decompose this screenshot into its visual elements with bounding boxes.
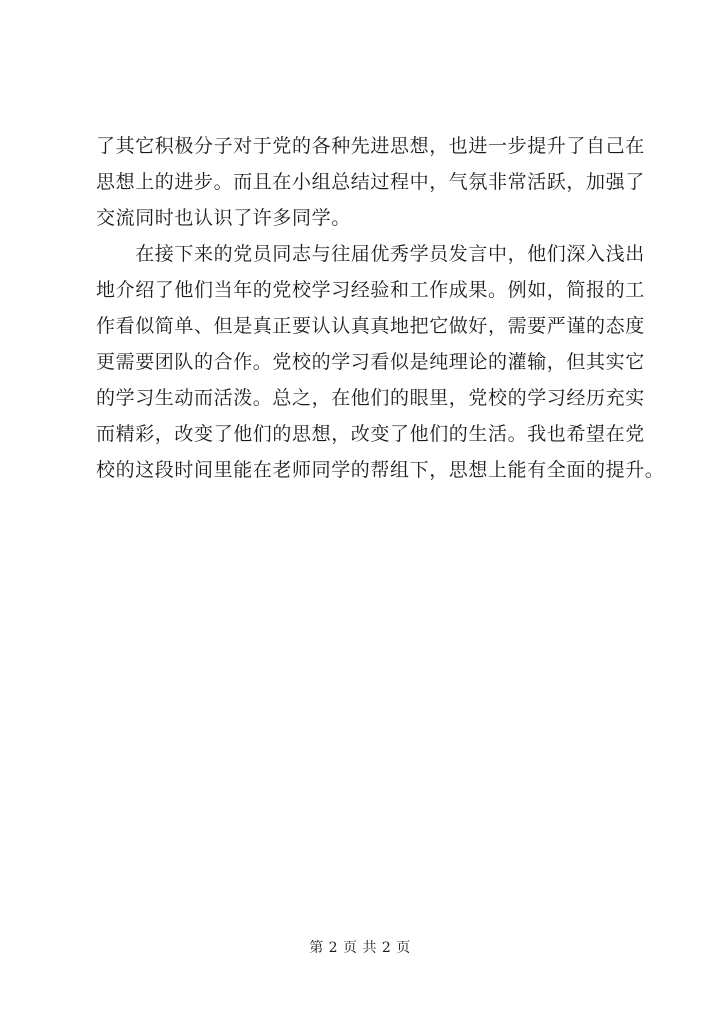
text-line: 的学习生动而活泼。总之，在他们的眼里，党校的学习经历充实	[96, 387, 645, 409]
body-text	[96, 128, 665, 488]
text-line: 了其它积极分子对于党的各种先进思想，也进一步提升了自己在	[96, 135, 645, 157]
text-line: 而精彩，改变了他们的思想，改变了他们的生活。我也希望在党	[96, 423, 645, 445]
text-line: 思想上的进步。而且在小组总结过程中，气氛非常活跃，加强了	[96, 171, 645, 193]
paragraph-start-line: 在接下来的党员同志与往届优秀学员发言中，他们深入浅出	[96, 243, 645, 265]
page-number-footer: 第 2 页 共 2 页	[309, 940, 411, 956]
text-line: 更需要团队的合作。党校的学习看似是纯理论的灌输，但其实它	[96, 351, 645, 373]
text-line: 交流同时也认识了许多同学。	[96, 207, 351, 229]
text-line: 校的这段时间里能在老师同学的帮组下，思想上能有全面的提升。	[96, 459, 665, 481]
text-line: 地介绍了他们当年的党校学习经验和工作成果。例如，简报的工	[96, 279, 645, 301]
text-line: 作看似简单、但是真正要认认真真地把它做好，需要严谨的态度	[96, 315, 645, 337]
